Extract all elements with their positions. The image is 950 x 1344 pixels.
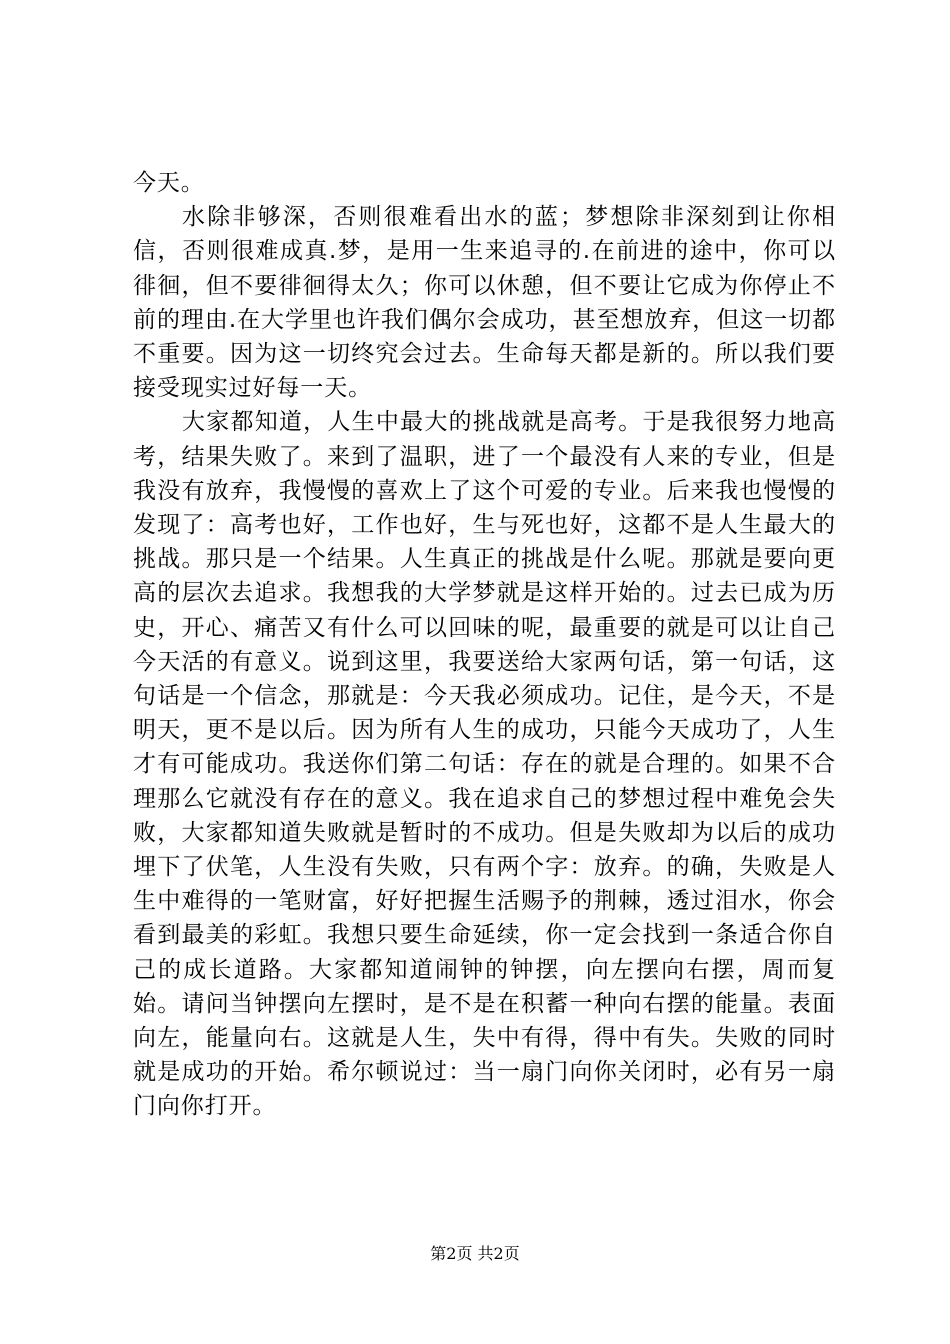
paragraph-challenge: 大家都知道，人生中最大的挑战就是高考。于是我很努力地高考，结果失败了。来到了温职，进了一个最没有人来的专业，但是我没有放弃，我慢慢的喜欢上了这个可爱的专业。后来我也慢慢的发现了：高考也好，工作也好，生与死也好，这都不是人生最大的挑战。那只是一个结果。人生真正的挑战是什么呢。那就是要向更高的层次去追求。我想我的大学梦就是这样开始的。过去已成为历史，开心、痛苦又有什么可以回味的呢，最重要的就是可以让自己今天活的有意义。说到这里，我要送给大家两句话，第一句话，这句话是一个信念，那就是：今天我必须成功。记住，是今天，不是明天，更不是以后。因为所有人生的成功，只能今天成功了，人生才有可能成功。我送你们第二句话：存在的就是合理的。如果不合理那么它就没有存在的意义。我在追求自己的梦想过程中难免会失败，大家都知道失败就是暂时的不成功。但是失败却为以后的成功埋下了伏笔，人生没有失败，只有两个字：放弃。的确，失败是人生中难得的一笔财富，好好把握生活赐予的荆棘，透过泪水，你会看到最美的彩虹。我想只要生命延续，你一定会找到一条适合你自己的成长道路。大家都知道闹钟的钟摆，向左摆向右摆，周而复始。请问当钟摆向左摆时，是不是在积蓄一种向右摆的能量。表面向左，能量向右。这就是人生，失中有得，得中有失。失败的同时就是成功的开始。希尔顿说过：当一扇门向你关闭时，必有另一扇门向你打开。 — [133, 409, 836, 1120]
paragraph-dream: 水除非够深，否则很难看出水的蓝；梦想除非深刻到让你相信，否则很难成真.梦，是用一生来追寻的.在前进的途中，你可以徘徊，但不要徘徊得太久；你可以休憩，但不要让它成为你停止不前的理由.在大学里也许我们偶尔会成功，甚至想放弃，但这一切都不重要。因为这一切终究会过去。生命每天都是新的。所以我们要接受现实过好每一天。 — [133, 204, 836, 402]
page-footer: 第2页 共2页 — [430, 1244, 520, 1263]
document-body — [133, 166, 836, 1124]
paragraph-continuation: 今天。 — [133, 170, 205, 196]
